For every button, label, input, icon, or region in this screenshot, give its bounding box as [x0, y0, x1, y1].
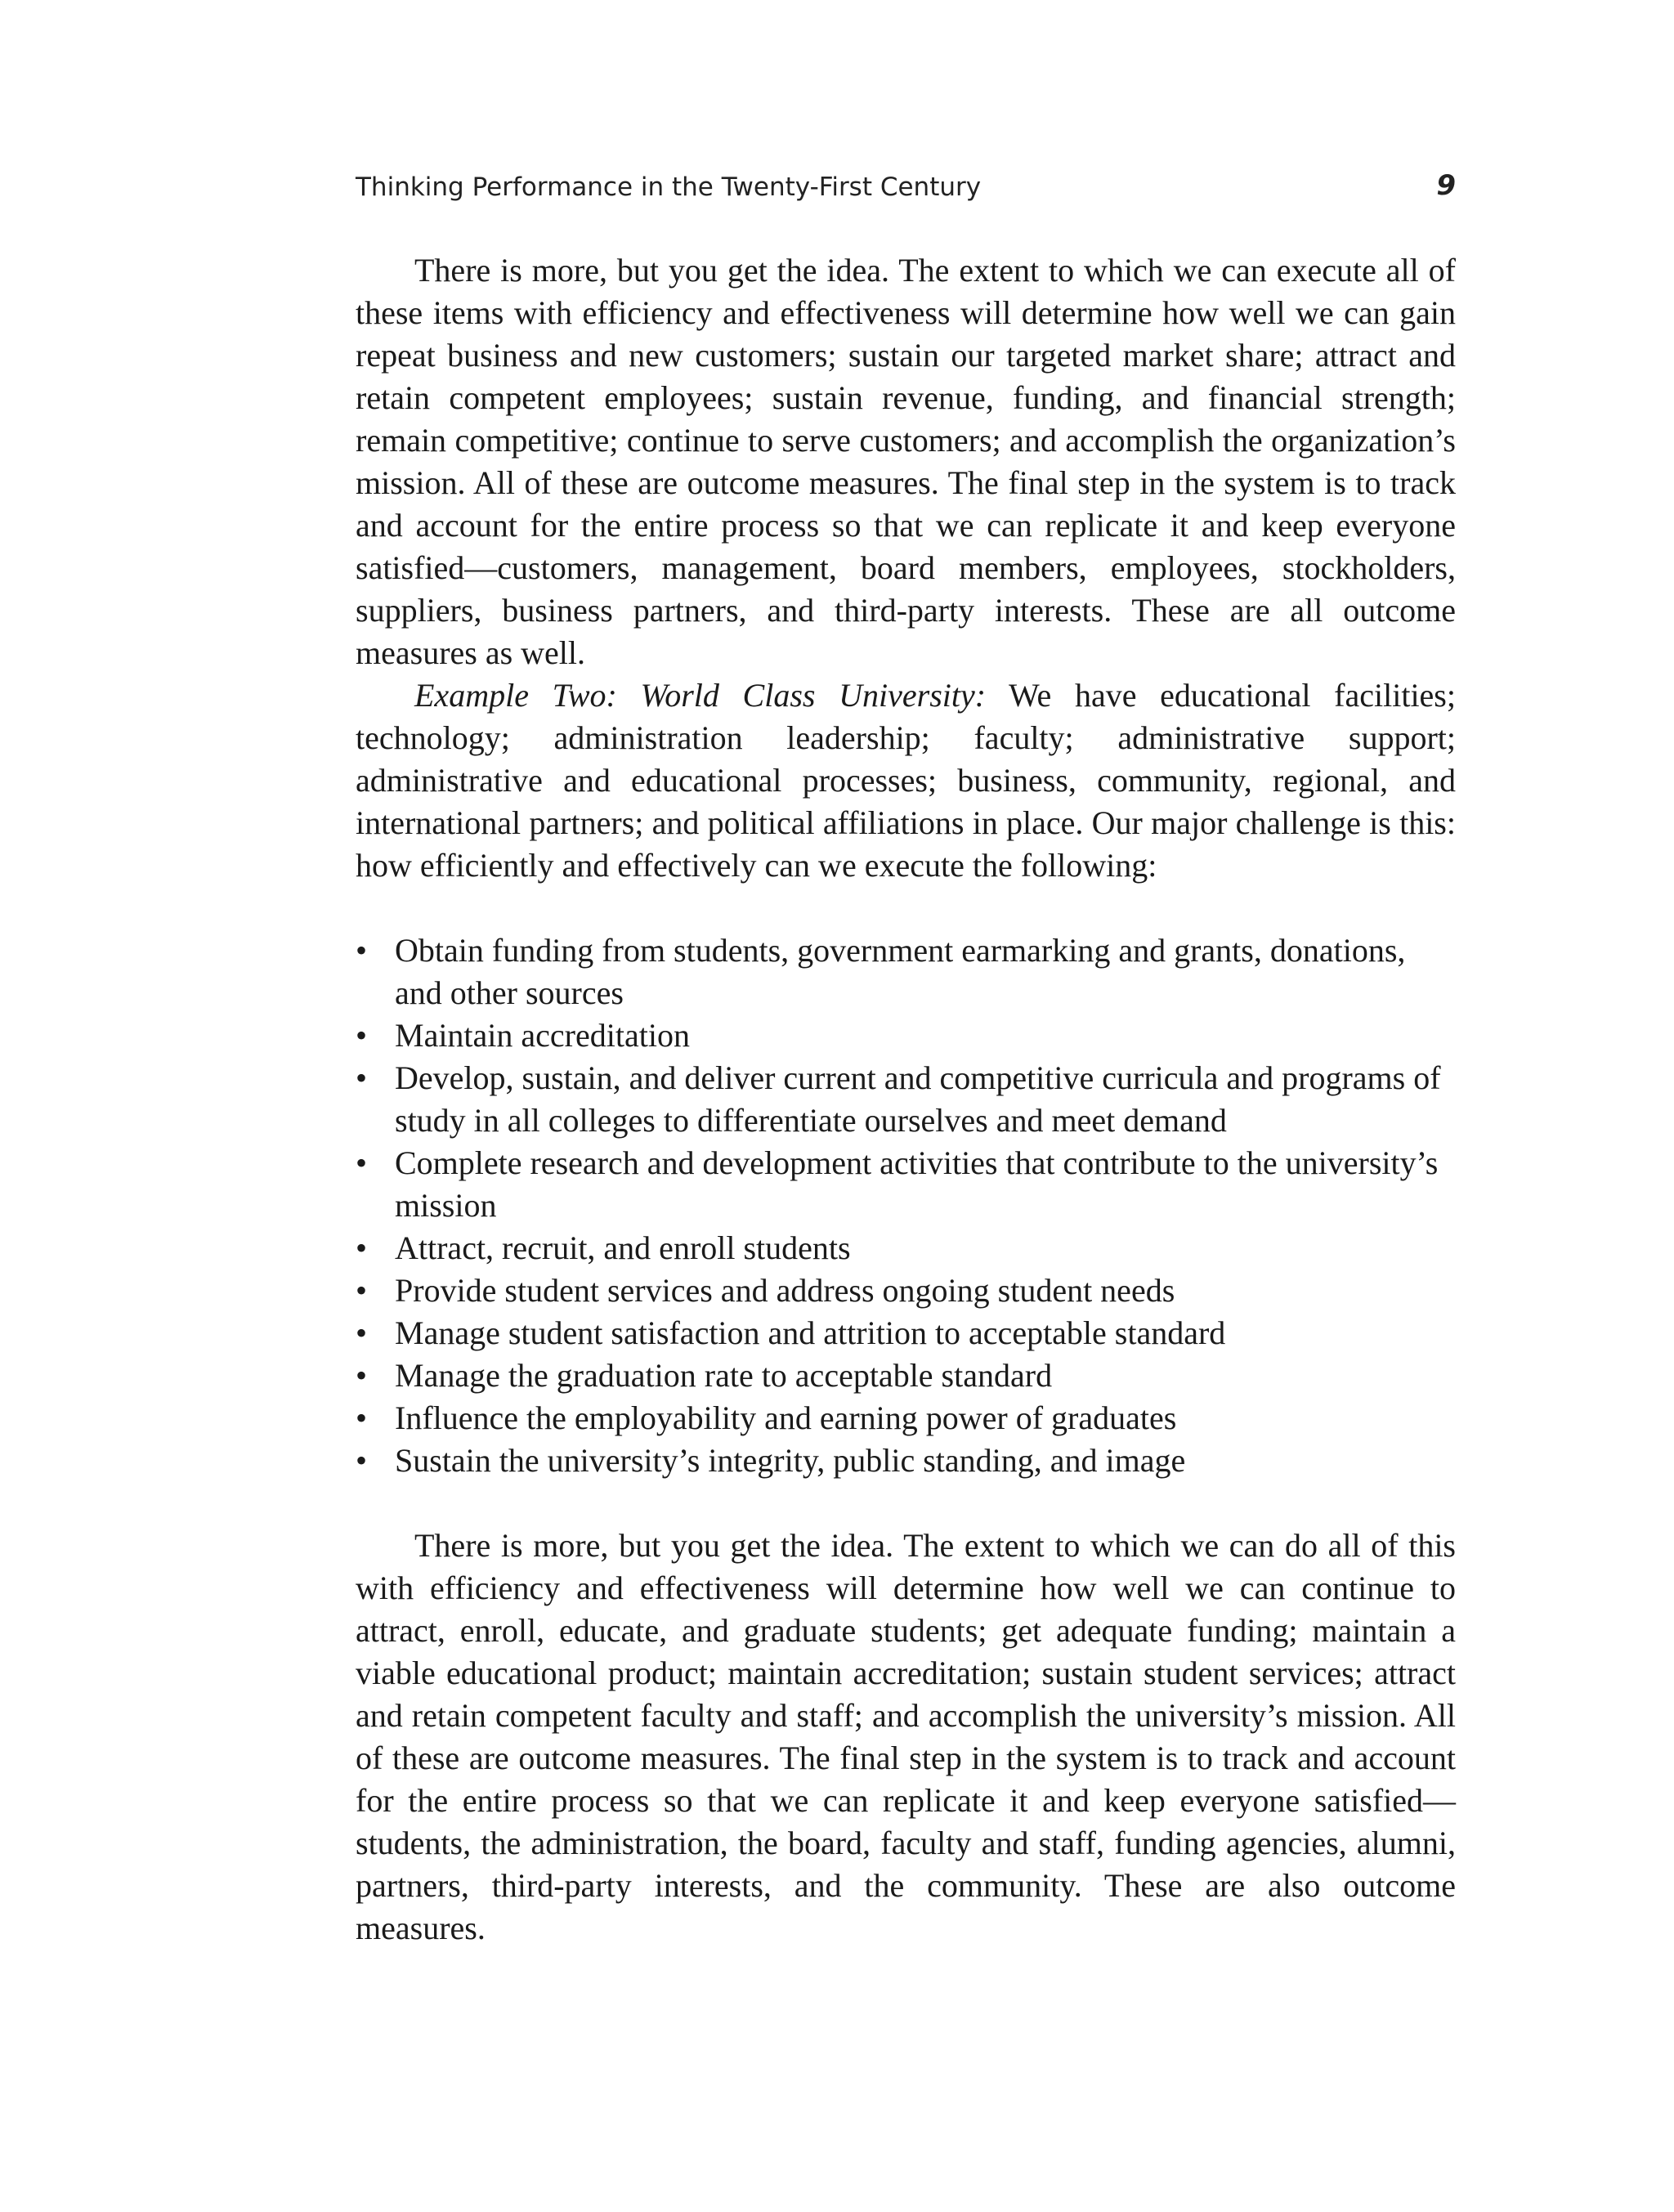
- list-item: [356, 1397, 1456, 1440]
- list-item-text: Influence the employability and earning power of graduates: [395, 1399, 1177, 1436]
- book-page: [356, 168, 1456, 1950]
- list-item-text: Complete research and development activities that contribute to the university’s mission: [395, 1144, 1439, 1224]
- list-item: [356, 1227, 1456, 1269]
- paragraph-3: There is more, but you get the idea. The extent to which we can do all of this with efficiency and effectiveness will determine how well we can continue to attract, enroll, educate, and graduate students; get adequate funding; maintain a viable educational product; maintain accreditation; sustain student services; attract and retain competent faculty and staff; and accomplish the university’s mission. All of these are outcome measures. The final step in the system is to track and account for the entire process so that we can replicate it and keep everyone satisfied—students, the administration, the board, faculty and staff, funding agencies, alumni, partners, third-party interests, and the community. These are also outcome measures.: [356, 1527, 1456, 1946]
- running-title: Thinking Performance in the Twenty-First Century: [356, 172, 982, 202]
- running-head: [356, 168, 1456, 208]
- bullet-list: [356, 929, 1456, 1482]
- body-text: [356, 249, 1456, 1950]
- bullet-icon: •: [356, 1017, 368, 1054]
- list-item: [356, 1440, 1456, 1482]
- list-item: [356, 929, 1456, 1014]
- list-item-text: Sustain the university’s integrity, public standing, and image: [395, 1442, 1186, 1479]
- list-item: [356, 1057, 1456, 1142]
- bullet-icon: •: [356, 1229, 368, 1266]
- paragraph-2-body: We have educational facilities; technology; administration leadership; faculty; administrative support; administrative and educational processes; business, community, regional, and international partners; and political affiliations in place. Our major challenge is this: how efficiently and effectively can we execute the following:: [356, 677, 1456, 884]
- list-item-text: Attract, recruit, and enroll students: [395, 1229, 851, 1266]
- bullet-icon: •: [356, 1059, 368, 1096]
- list-item-text: Manage student satisfaction and attrition to acceptable standard: [395, 1314, 1226, 1351]
- bullet-icon: •: [356, 932, 368, 969]
- bullet-icon: •: [356, 1272, 368, 1309]
- list-item: [356, 1269, 1456, 1312]
- paragraph-2: [356, 674, 1456, 887]
- list-item-text: Maintain accreditation: [395, 1017, 690, 1054]
- bullet-icon: •: [356, 1399, 368, 1436]
- example-two-lead: Example Two: World Class University:: [414, 677, 987, 714]
- list-item: [356, 1142, 1456, 1227]
- list-item: [356, 1014, 1456, 1057]
- list-item-text: Develop, sustain, and deliver current and competitive curricula and programs of study in all colleges to differentiate ourselves and meet demand: [395, 1059, 1441, 1139]
- page-number: 9: [1436, 169, 1456, 202]
- list-item: [356, 1312, 1456, 1355]
- bullet-icon: •: [356, 1314, 368, 1351]
- list-item-text: Manage the graduation rate to acceptable standard: [395, 1357, 1053, 1394]
- bullet-icon: •: [356, 1357, 368, 1394]
- list-item-text: Provide student services and address ongoing student needs: [395, 1272, 1175, 1309]
- bullet-icon: •: [356, 1442, 368, 1479]
- list-item-text: Obtain funding from students, government earmarking and grants, donations, and other sources: [395, 932, 1406, 1011]
- list-item: [356, 1355, 1456, 1397]
- bullet-icon: •: [356, 1144, 368, 1181]
- paragraph-1: There is more, but you get the idea. The extent to which we can execute all of these items with efficiency and effectiveness will determine how well we can gain repeat business and new customers; sustain our targeted market share; attract and retain competent employees; sustain revenue, funding, and financial strength; remain competitive; continue to serve customers; and accomplish the organization’s mission. All of these are outcome measures. The final step in the system is to track and account for the entire process so that we can replicate it and keep everyone satisfied—customers, management, board members, employees, stockholders, suppliers, business partners, and third-party interests. These are all outcome measures as well.: [356, 252, 1456, 671]
